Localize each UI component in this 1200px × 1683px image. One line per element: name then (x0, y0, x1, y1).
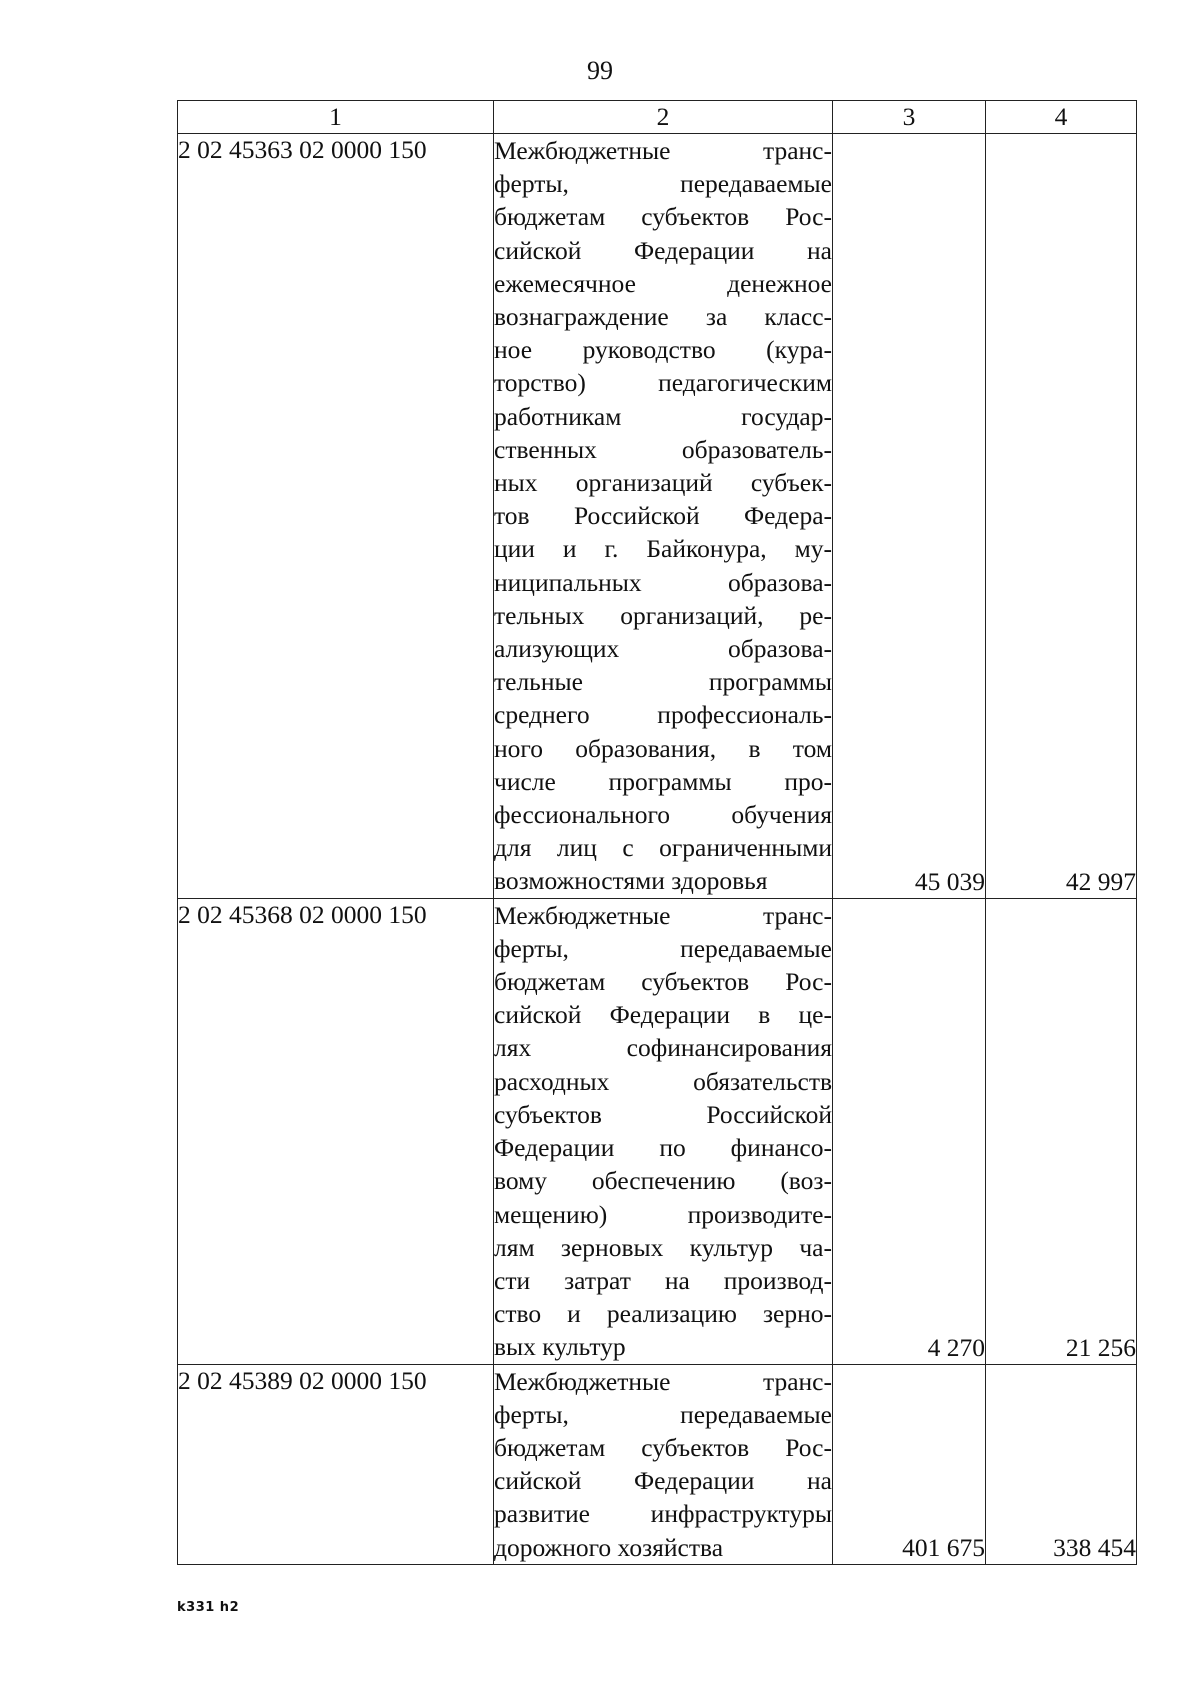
description-line: лям зерновых культур ча- (494, 1232, 832, 1262)
row-value-col4: 338 454 (986, 1364, 1137, 1564)
description-line: вых культур (494, 1332, 626, 1362)
row-value-col3: 4 270 (833, 898, 986, 1364)
description-line: ции и г. Байконура, му- (494, 534, 832, 564)
description-line: дорожного хозяйства (494, 1532, 724, 1562)
table-row (178, 898, 1137, 1364)
description-line: сийской Федерации на (494, 1466, 832, 1496)
table-row (178, 1364, 1137, 1564)
description-line: ного образования, в том (494, 733, 832, 763)
description-line: числе программы про- (494, 766, 832, 796)
description-line: бюджетам субъектов Рос- (494, 967, 832, 997)
row-value-col4: 42 997 (986, 134, 1137, 899)
description-line: вому обеспечению (воз- (494, 1166, 832, 1196)
description-line: ализующих образова- (494, 634, 832, 664)
description-line: работникам государ- (494, 401, 832, 431)
description-line: ственных образователь- (494, 434, 832, 464)
budget-table (177, 100, 1137, 1565)
description-line: бюджетам субъектов Рос- (494, 202, 832, 232)
description-line: фессионального обучения (494, 800, 832, 830)
description-line: среднего профессиональ- (494, 700, 832, 730)
description-line: ферты, передаваемые (494, 169, 832, 199)
row-code: 2 02 45363 02 0000 150 (178, 134, 494, 899)
description-line: ных организаций субъек- (494, 468, 832, 498)
description-line: бюджетам субъектов Рос- (494, 1432, 832, 1462)
description-line: мещению) производите- (494, 1199, 832, 1229)
header-col-2: 2 (494, 101, 833, 134)
description-line: сийской Федерации на (494, 235, 832, 265)
table-row (178, 134, 1137, 899)
table-header (178, 101, 1137, 134)
description-line: Межбюджетные транс- (494, 136, 832, 165)
table-body (178, 134, 1137, 1565)
description-line: Федерации по финансо- (494, 1133, 832, 1163)
description-line: ежемесячное денежное (494, 268, 832, 298)
footer-code: k331 h2 (177, 1600, 240, 1615)
description-line: лях софинансирования (494, 1033, 832, 1063)
description-line: торство) педагогическим (494, 368, 832, 398)
page-number: 99 (587, 56, 613, 85)
description-line: развитие инфраструктуры (494, 1499, 832, 1529)
row-value-col4: 21 256 (986, 898, 1137, 1364)
description-line: тов Российской Федера- (494, 501, 832, 531)
description-line: возможностями здоровья (494, 866, 768, 896)
description-line: тельных организаций, ре- (494, 600, 832, 630)
description-line: ное руководство (кура- (494, 335, 832, 365)
header-row (178, 101, 1137, 134)
description-line: Межбюджетные транс- (494, 900, 832, 930)
description-line: тельные программы (494, 667, 832, 697)
description-line: ниципальных образова- (494, 567, 832, 597)
header-col-3: 3 (833, 101, 986, 134)
row-code: 2 02 45368 02 0000 150 (178, 898, 494, 1364)
row-value-col3: 45 039 (833, 134, 986, 899)
description-line: субъектов Российской (494, 1099, 832, 1129)
description-line: сти затрат на производ- (494, 1265, 832, 1295)
description-line: ферты, передаваемые (494, 933, 832, 963)
row-description (494, 1364, 833, 1564)
description-line: ство и реализацию зерно- (494, 1299, 832, 1329)
row-code: 2 02 45389 02 0000 150 (178, 1364, 494, 1564)
header-col-4: 4 (986, 101, 1137, 134)
description-line: Межбюджетные транс- (494, 1366, 832, 1396)
description-line: для лиц с ограниченными (494, 833, 832, 863)
description-line: сийской Федерации в це- (494, 1000, 832, 1030)
description-line: ферты, передаваемые (494, 1399, 832, 1429)
description-line: расходных обязательств (494, 1066, 832, 1096)
row-description (494, 134, 833, 899)
description-line: вознаграждение за класс- (494, 302, 832, 332)
header-col-1: 1 (178, 101, 494, 134)
row-value-col3: 401 675 (833, 1364, 986, 1564)
row-description (494, 898, 833, 1364)
